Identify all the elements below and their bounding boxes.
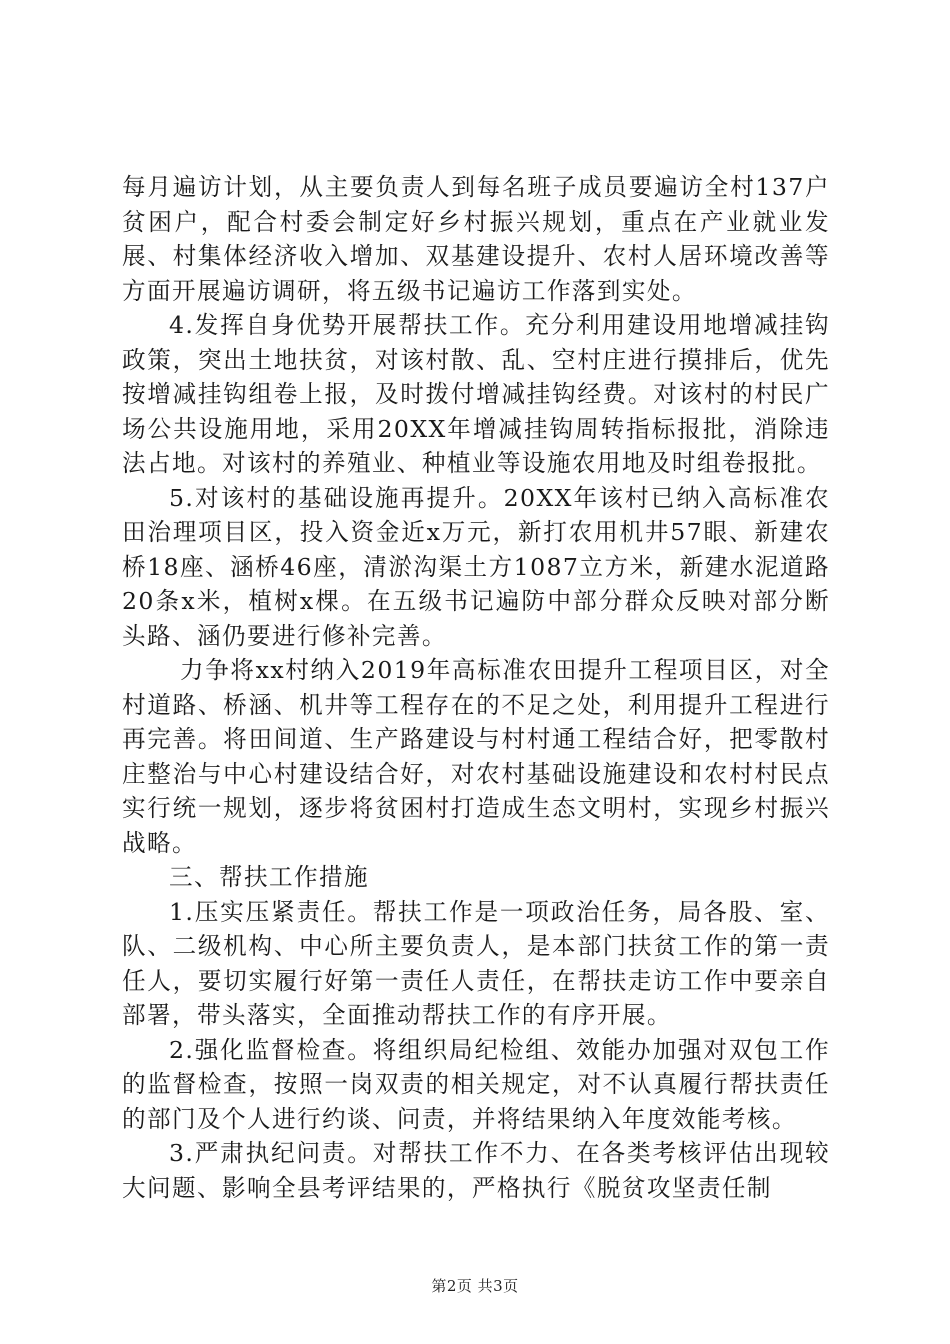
paragraph-measure-3: 3.严肃执纪问责。对帮扶工作不力、在各类考核评估出现较大问题、影响全县考评结果的，严格执行《脱贫攻坚责任制 bbox=[122, 1139, 830, 1202]
paragraph-upgrade-project: 力争将xx村纳入2019年高标准农田提升工程项目区，对全村道路、桥涵、机井等工程存在的不足之处，利用提升工程进行再完善。将田间道、生产路建设与村村通工程结合好，把零散村庄整治与中心村建设结合好，对农村基础设施建设和农村村民点实行统一规划，逐步将贫困村打造成生态文明村，实现乡村振兴战略。 bbox=[122, 656, 830, 857]
page-footer bbox=[0, 1276, 950, 1296]
page-number-label: 第2页 共3页 bbox=[431, 1277, 519, 1295]
paragraph-measure-1: 1.压实压紧责任。帮扶工作是一项政治任务，局各股、室、队、二级机构、中心所主要负责人，是本部门扶贫工作的第一责任人，要切实履行好第一责任人责任，在帮扶走访工作中要亲自部署，带头落实，全面推动帮扶工作的有序开展。 bbox=[122, 897, 830, 1029]
paragraph-item-5: 5.对该村的基础设施再提升。20XX年该村已纳入高标准农田治理项目区，投入资金近x万元，新打农用机井57眼、新建农桥18座、涵桥46座，清淤沟渠土方1087立方米，新建水泥道路20条x米，植树x棵。在五级书记遍防中部分群众反映对部分断头路、涵仍要进行修补完善。 bbox=[122, 483, 830, 650]
section-heading-measures: 三、帮扶工作措施 bbox=[169, 863, 369, 891]
paragraph-visit-plan: 每月遍访计划，从主要负责人到每名班子成员要遍访全村137户贫困户，配合村委会制定好乡村振兴规划，重点在产业就业发展、村集体经济收入增加、双基建设提升、农村人居环境改善等方面开展遍访调研，将五级书记遍访工作落到实处。 bbox=[122, 173, 830, 305]
paragraph-item-4: 4.发挥自身优势开展帮扶工作。充分利用建设用地增减挂钩政策，突出土地扶贫，对该村散、乱、空村庄进行摸排后，优先按增减挂钩组卷上报，及时拨付增减挂钩经费。对该村的村民广场公共设施用地，采用20XX年增减挂钩周转指标报批，消除违法占地。对该村的养殖业、种植业等设施农用地及时组卷报批。 bbox=[122, 311, 830, 477]
paragraph-measure-2: 2.强化监督检查。将组织局纪检组、效能办加强对双包工作的监督检查，按照一岗双责的相关规定，对不认真履行帮扶责任的部门及个人进行约谈、问责，并将结果纳入年度效能考核。 bbox=[122, 1035, 830, 1133]
document-body bbox=[122, 170, 830, 1205]
